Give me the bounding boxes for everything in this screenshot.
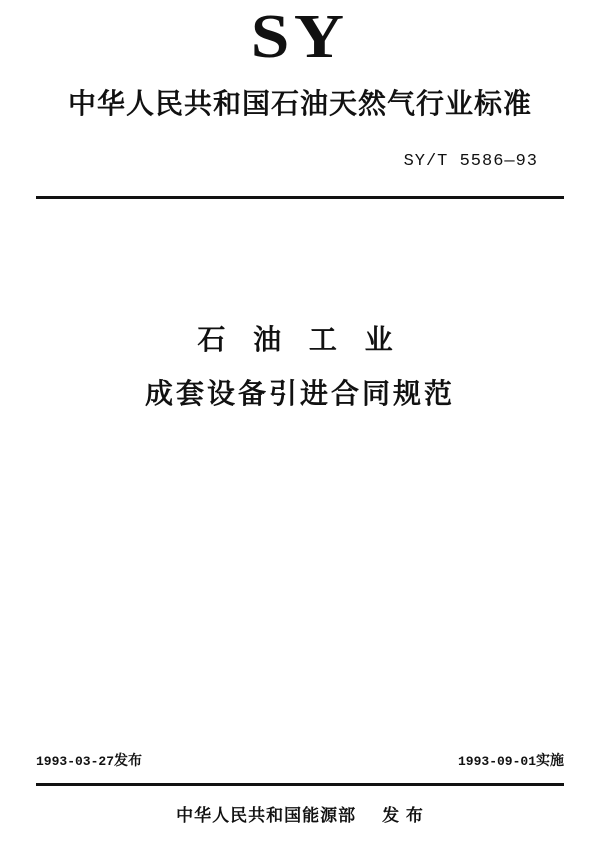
- sy-logo-row: [0, 3, 600, 71]
- effective-date-group: [458, 750, 564, 770]
- dates-row: [36, 750, 564, 770]
- header-divider: [36, 196, 564, 199]
- document-title: [0, 318, 600, 412]
- document-title-line-2: 成套设备引进合同规范: [144, 378, 455, 409]
- publisher-row: [0, 801, 600, 826]
- issue-date-label: 发布: [114, 752, 143, 768]
- standard-number: SY/T 5586—93: [403, 152, 538, 171]
- effective-date: 1993-09-01: [457, 754, 536, 769]
- sy-logo: SY: [251, 3, 349, 71]
- footer-divider: [36, 783, 564, 786]
- publisher-name: 中华人民共和国能源部: [176, 806, 357, 825]
- effective-date-label: 实施: [536, 752, 564, 768]
- issue-date: 1993-03-27: [36, 754, 115, 769]
- document-title-line-1: 石 油 工 业: [197, 324, 403, 355]
- publisher-action: 发 布: [382, 806, 424, 825]
- issuing-body-heading: 中华人民共和国石油天然气行业标准: [67, 88, 532, 119]
- issue-date-group: [36, 750, 142, 770]
